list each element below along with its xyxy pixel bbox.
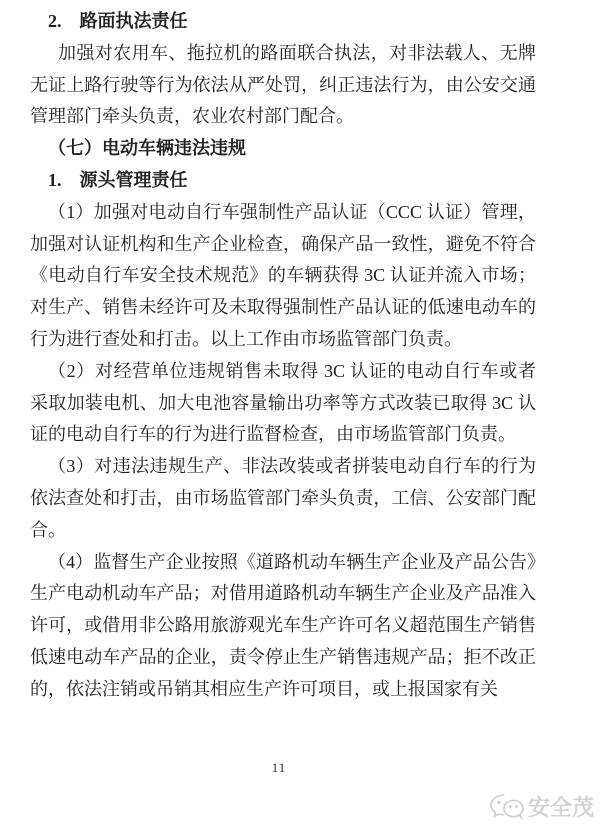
heading-ev-violations: （七）电动车辆违法违规 [48, 138, 246, 159]
heading-source-management: 1. 源头管理责任 [48, 169, 188, 190]
page-number: 11 [271, 760, 287, 775]
para-item-3-illegal-assembly: （3）对违法违规生产、非法改装或者拼装电动自行车的行为依法查处和打击，由市场监管部门牵头负责，工信、公安部门配合。 [30, 456, 536, 540]
watermark-text: 安全茂 [527, 795, 594, 820]
heading-road-enforcement: 2. 路面执法责任 [48, 11, 188, 31]
wechat-bubbles-icon [489, 793, 525, 820]
para-item-1-ccc-certification: （1）加强对电动自行车强制性产品认证（CCC 认证）管理，加强对认证机构和生产企业检查，确保产品一致性，避免不符合《电动自行车安全技术规范》的车辆获得 3C 认证并流入市场；对生产、销售未经许可及未取得强制性产品认证的低速电动车的行为进行查处和打击。以上工作由市场监管部门负责。 [30, 201, 536, 349]
watermark [489, 791, 594, 822]
para-road-enforcement: 加强对农用车、拖拉机的路面联合执法，对非法载人、无牌无证上路行驶等行为依法从严处罚，纠正违法行为，由公安交通管理部门牵头负责，农业农村部门配合。 [30, 42, 536, 127]
para-item-4-producer-oversight: （4）监督生产企业按照《道路机动车辆生产企业及产品公告》生产电动机动车产品；对借用道路机动车辆生产企业及产品准入许可，或借用非公路用旅游观光车生产许可名义超范围生产销售低速电动车产品的企业，责令停止生产销售违规产品；拒不改正的，依法注销或吊销其相应生产许可项目，或上报国家有关 [30, 551, 536, 699]
para-item-2-illegal-sales: （2）对经营单位违规销售未取得 3C 认证的电动自行车或者采取加装电机、加大电池容量输出功率等方式改装已取得 3C 认证的电动自行车的行为进行监督检查，由市场监管部门负责。 [30, 360, 536, 445]
document-body [30, 6, 536, 706]
